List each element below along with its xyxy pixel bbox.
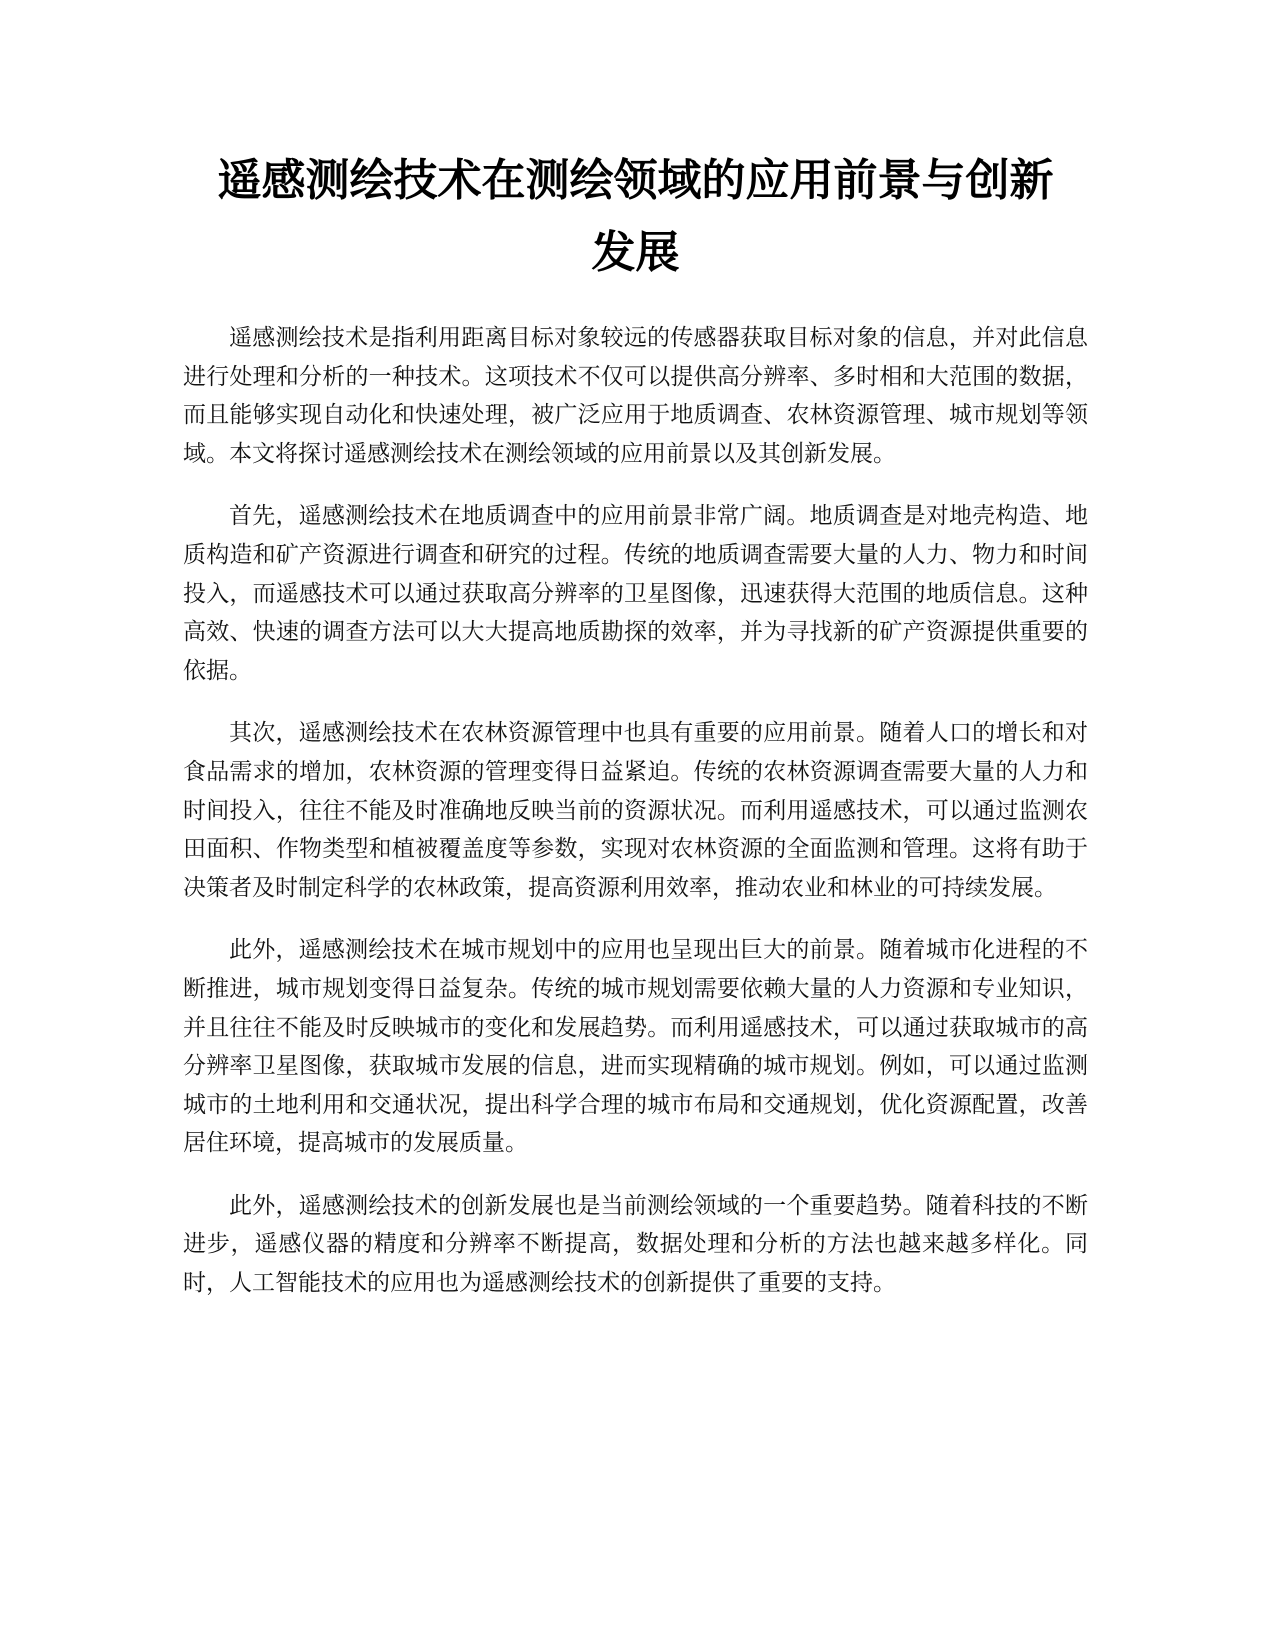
document-page [183, 145, 1088, 1327]
paragraph-geology: 首先，遥感测绘技术在地质调查中的应用前景非常广阔。地质调查是对地壳构造、地质构造和矿产资源进行调查和研究的过程。传统的地质调查需要大量的人力、物力和时间投入，而遥感技术可以通过获取高分辨率的卫星图像，迅速获得大范围的地质信息。这种高效、快速的调查方法可以大大提高地质勘探的效率，并为寻找新的矿产资源提供重要的依据。 [183, 503, 1088, 684]
paragraph-agriculture-forestry: 其次，遥感测绘技术在农林资源管理中也具有重要的应用前景。随着人口的增长和对食品需求的增加，农林资源的管理变得日益紧迫。传统的农林资源调查需要大量的人力和时间投入，往往不能及时准确地反映当前的资源状况。而利用遥感技术，可以通过监测农田面积、作物类型和植被覆盖度等参数，实现对农林资源的全面监测和管理。这将有助于决策者及时制定科学的农林政策，提高资源利用效率，推动农业和林业的可持续发展。 [183, 720, 1088, 901]
paragraph-urban-planning: 此外，遥感测绘技术在城市规划中的应用也呈现出巨大的前景。随着城市化进程的不断推进，城市规划变得日益复杂。传统的城市规划需要依赖大量的人力资源和专业知识，并且往往不能及时反映城市的变化和发展趋势。而利用遥感技术，可以通过获取城市的高分辨率卫星图像，获取城市发展的信息，进而实现精确的城市规划。例如，可以通过监测城市的土地利用和交通状况，提出科学合理的城市布局和交通规划，优化资源配置，改善居住环境，提高城市的发展质量。 [183, 937, 1088, 1157]
paragraph-intro: 遥感测绘技术是指利用距离目标对象较远的传感器获取目标对象的信息，并对此信息进行处理和分析的一种技术。这项技术不仅可以提供高分辨率、多时相和大范围的数据，而且能够实现自动化和快速处理，被广泛应用于地质调查、农林资源管理、城市规划等领域。本文将探讨遥感测绘技术在测绘领域的应用前景以及其创新发展。 [183, 325, 1088, 467]
document-body [183, 319, 1088, 1303]
title-line-1: 遥感测绘技术在测绘领域的应用前景与创新 [217, 155, 1054, 206]
document-title [183, 145, 1088, 289]
paragraph-innovation: 此外，遥感测绘技术的创新发展也是当前测绘领域的一个重要趋势。随着科技的不断进步，遥感仪器的精度和分辨率不断提高，数据处理和分析的方法也越来越多样化。同时，人工智能技术的应用也为遥感测绘技术的创新提供了重要的支持。 [183, 1192, 1088, 1297]
title-line-2: 发展 [591, 227, 680, 278]
